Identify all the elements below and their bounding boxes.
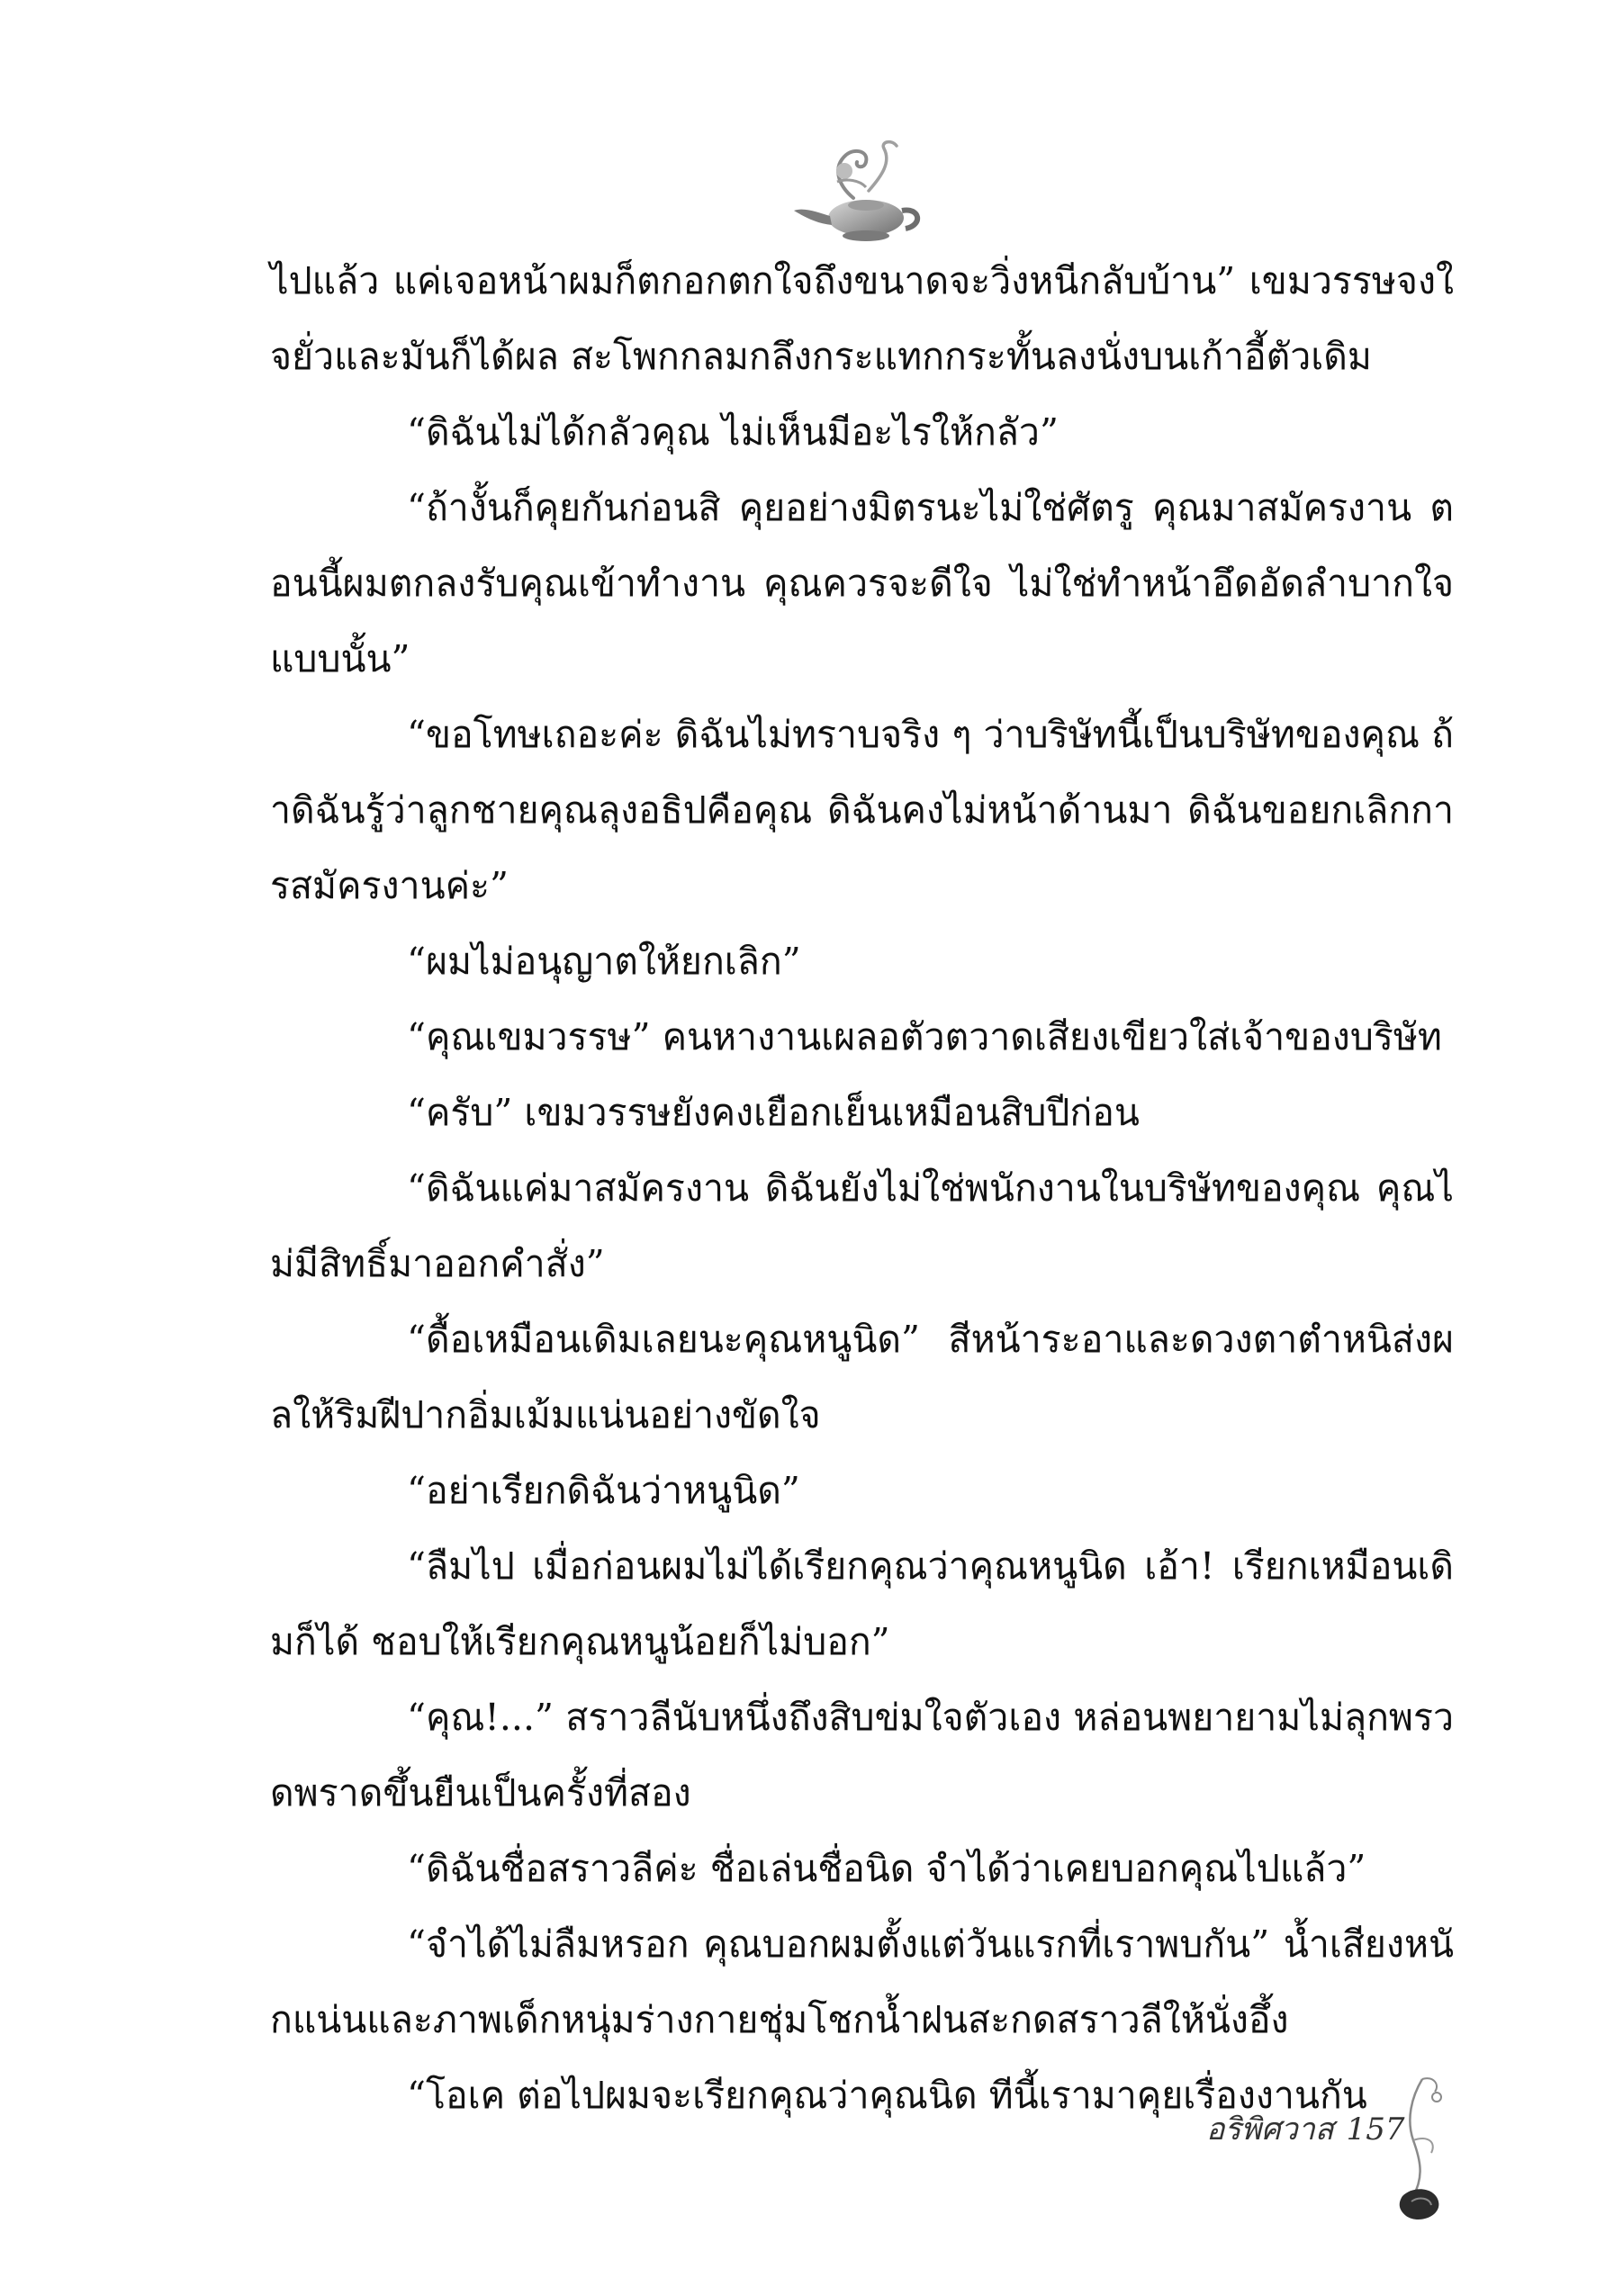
paragraph: “ลืมไป เมื่อก่อนผมไม่ได้เรียกคุณว่าคุณหนูนิด เอ้า! เรียกเหมือนเดิมก็ได้ ชอบให้เรียกคุณหนูน้อยก็ไม่บอก” (270, 1544, 1454, 1663)
paragraph: “ดิฉันไม่ได้กลัวคุณ ไม่เห็นมีอะไรให้กลัว” (407, 410, 1059, 454)
paragraph: “ผมไม่อนุญาตให้ยกเลิก” (407, 940, 801, 983)
paragraph: “โอเค ต่อไปผมจะเรียกคุณว่าคุณนิด ทีนี้เรามาคุยเรื่องงานกัน (407, 2074, 1367, 2117)
vine-ornament-icon (1359, 2070, 1494, 2232)
paragraph: “ดื้อเหมือนเดิมเลยนะคุณหนูนิด” สีหน้าระอาและดวงตาตำหนิส่งผลให้ริมฝีปากอิ่มเม้มแน่นอย่างขัดใจ (270, 1318, 1454, 1436)
paragraph: “อย่าเรียกดิฉันว่าหนูนิด” (407, 1469, 800, 1512)
teapot-ornament-icon (783, 135, 936, 248)
paragraph: “ดิฉันชื่อสราวลีค่ะ ชื่อเล่นชื่อนิด จำได้ว่าเคยบอกคุณไปแล้ว” (407, 1847, 1366, 1890)
page-number: 157 (1346, 2111, 1405, 2147)
paragraph: ไปแล้ว แค่เจอหน้าผมก็ตกอกตกใจถึงขนาดจะวิ่งหนีกลับบ้าน” เขมวรรษจงใจยั่วและมันก็ได้ผล สะโพกกลมกลึงกระแทกกระทั้นลงนั่งบนเก้าอี้ตัวเดิม (270, 259, 1454, 378)
book-title: อริพิศวาส (1206, 2111, 1334, 2147)
main-text (270, 243, 1454, 2133)
paragraph: “ขอโทษเถอะค่ะ ดิฉันไม่ทราบจริง ๆ ว่าบริษัทนี้เป็นบริษัทของคุณ ถ้าดิฉันรู้ว่าลูกชายคุณลุงอธิปคือคุณ ดิฉันคงไม่หน้าด้านมา ดิฉันขอยกเลิกการสมัครงานค่ะ” (270, 713, 1454, 907)
paragraph: “ครับ” เขมวรรษยังคงเยือกเย็นเหมือนสิบปีก่อน (407, 1091, 1140, 1134)
paragraph: “ดิฉันแค่มาสมัครงาน ดิฉันยังไม่ใช่พนักงานในบริษัทของคุณ คุณไม่มีสิทธิ์มาออกคำสั่ง” (270, 1166, 1454, 1285)
paragraph: “คุณเขมวรรษ” คนหางานเผลอตัวตวาดเสียงเขียวใส่เจ้าของบริษัท (407, 1015, 1442, 1058)
page-footer (1206, 2070, 1494, 2232)
paragraph: “คุณ!...” สราวลีนับหนึ่งถึงสิบข่มใจตัวเอง หล่อนพยายามไม่ลุกพรวดพราดขึ้นยืนเป็นครั้งที่สอง (270, 1696, 1454, 1814)
paragraph: “ถ้างั้นก็คุยกันก่อนสิ คุยอย่างมิตรนะไม่ใช่ศัตรู คุณมาสมัครงาน ตอนนี้ผมตกลงรับคุณเข้าทำงาน คุณควรจะดีใจ ไม่ใช่ทำหน้าอึดอัดลำบากใจแบบนั้น” (270, 486, 1454, 680)
paragraph: “จำได้ไม่ลืมหรอก คุณบอกผมตั้งแต่วันแรกที่เราพบกัน” น้ำเสียงหนักแน่นและภาพเด็กหนุ่มร่างกายชุ่มโชกน้ำฝนสะกดสราวลีให้นั่งอึ้ง (270, 1922, 1454, 2041)
